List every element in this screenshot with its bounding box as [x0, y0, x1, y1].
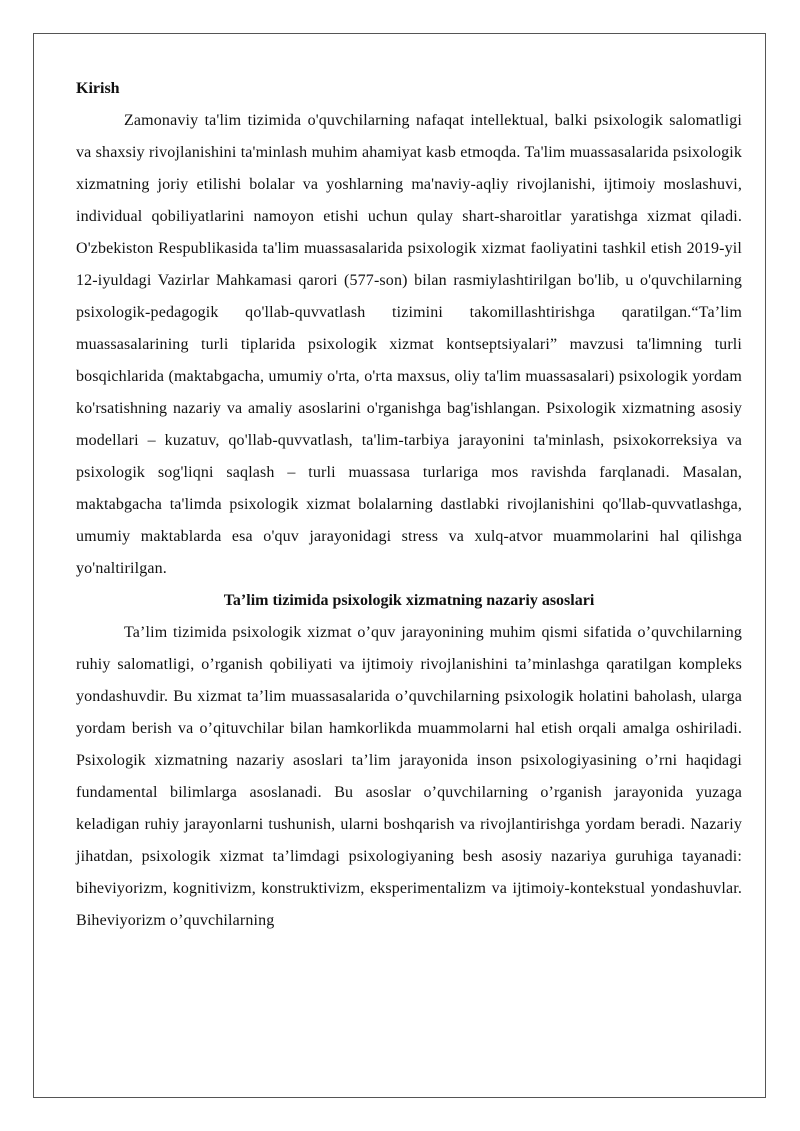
document-body: [76, 73, 742, 937]
section-paragraph: Ta’lim tizimida psixologik xizmat o’quv jarayonining muhim qismi sifatida o’quvchilarning ruhiy salomatligi, o’rganish qobiliyati va ijtimoiy rivojlanishini ta’minlashga qaratilgan kompleks yondashuvdir. Bu xizmat ta’lim muassasalarida o’quvchilarning psixologik holatini baholash, ularga yordam berish va o’qituvchilar bilan hamkorlikda muammolarni hal etish orqali amalga oshiriladi. Psixologik xizmatning nazariy asoslari ta’lim jarayonida inson psixologiyasining o’rni haqidagi fundamental bilimlarga asoslanadi. Bu asoslar o’quvchilarning o’rganish jarayonida yuzaga keladigan ruhiy jarayonlarni tushunish, ularni boshqarish va rivojlantirishga yordam beradi. Nazariy jihatdan, psixologik xizmat ta’limdagi psixologiyaning besh asosiy nazariya guruhiga tayanadi: biheviyorizm, kognitivizm, konstruktivizm, eksperimentalizm va ijtimoiy-kontekstual yondashuvlar. Biheviyorizm o’quvchilarning: [76, 624, 742, 929]
intro-paragraph: Zamonaviy ta'lim tizimida o'quvchilarning nafaqat intellektual, balki psixologik salomatligi va shaxsiy rivojlanishini ta'minlash muhim ahamiyat kasb etmoqda. Ta'lim muassasalarida psixologik xizmatning joriy etilishi bolalar va yoshlarning ma'naviy-aqliy rivojlanishi, ijtimoiy moslashuvi, individual qobiliyatlarini namoyon etishi uchun qulay shart-sharoitlar yaratishga xizmat qiladi. O'zbekiston Respublikasida ta'lim muassasalarida psixologik xizmat faoliyatini tashkil etish 2019-yil 12-iyuldagi Vazirlar Mahkamasi qarori (577-son) bilan rasmiylashtirilgan bo'lib, u o'quvchilarning psixologik-pedagogik qo'llab-quvvatlash tizimini takomillashtirishga qaratilgan.“Ta’lim muassasalarining turli tiplarida psixologik xizmat kontseptsiyalari” mavzusi ta'limning turli bosqichlarida (maktabgacha, umumiy o'rta, o'rta maxsus, oliy ta'lim muassasalari) psixologik yordam ko'rsatishning nazariy va amaliy asoslarini o'rganishga bag'ishlangan. Psixologik xizmatning asosiy modellari – kuzatuv, qo'llab-quvvatlash, ta'lim-tarbiya jarayonini ta'minlash, psixokorreksiya va psixologik sog'liqni saqlash – turli muassasa turlariga mos ravishda farqlanadi. Masalan, maktabgacha ta'limda psixologik xizmat bolalarning dastlabki rivojlanishini qo'llab-quvvatlashga, umumiy maktablarda esa o'quv jarayonidagi stress va xulq-atvor muammolarini hal qilishga yo'naltirilgan.: [76, 112, 742, 577]
intro-heading: Kirish: [76, 80, 120, 97]
section-title: Ta’lim tizimida psixologik xizmatning nazariy asoslari: [223, 592, 595, 609]
